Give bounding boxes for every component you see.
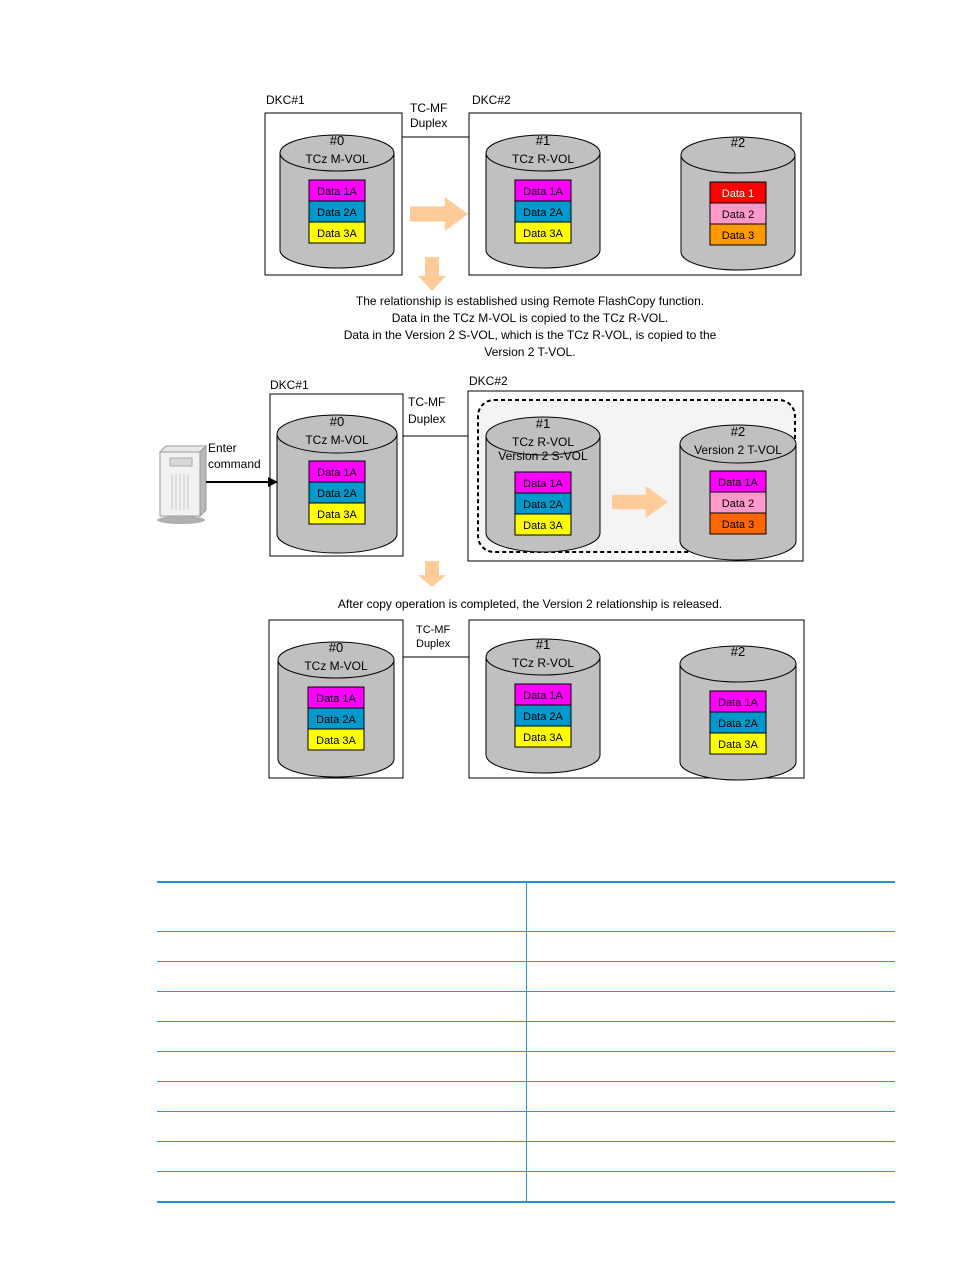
volume-name: TCz R-VOL (511, 152, 575, 166)
data-block-label: Data 3A (317, 509, 357, 521)
table-header-row (157, 882, 895, 932)
dkc-label: DKC#1 (266, 93, 305, 107)
data-block-label: Data 3A (317, 228, 357, 240)
data-block-label: Data 1A (718, 477, 758, 489)
data-block-label: Data 3 (721, 519, 755, 531)
dkc-label: DKC#2 (472, 93, 511, 107)
volume-number: #0 (329, 133, 345, 148)
table-cell (157, 1172, 527, 1203)
data-block-label: Data 2A (317, 488, 357, 500)
table-header-cell (527, 882, 896, 932)
data-block-label: Data 1A (523, 690, 563, 702)
volume-number: #1 (535, 133, 551, 148)
link-label: TC-MF (416, 624, 451, 636)
caption-line: Version 2 T-VOL. (484, 345, 576, 359)
volume-name: Version 2 S-VOL (498, 449, 588, 463)
table-row (157, 1052, 895, 1082)
caption-line: Data in the TCz M-VOL is copied to the TCz R-VOL. (391, 311, 669, 325)
table-cell (157, 932, 527, 962)
link-label: TC-MF (410, 101, 448, 115)
volume-name: TCz M-VOL (305, 433, 369, 447)
table-cell (527, 932, 896, 962)
data-block-label: Data 2A (316, 714, 356, 726)
volume-number: #2 (730, 644, 746, 659)
volume-cylinder (280, 133, 394, 268)
data-block-label: Data 3A (718, 739, 758, 751)
copy-arrow (410, 197, 468, 231)
server-label: command (208, 457, 261, 471)
data-block-label: Data 2A (523, 207, 563, 219)
volume-number: #0 (328, 640, 344, 655)
data-block-label: Data 3A (523, 520, 563, 532)
server-side (200, 446, 206, 516)
data-block-label: Data 2A (718, 718, 758, 730)
table-cell (527, 1082, 896, 1112)
step-arrow (418, 561, 446, 587)
volume-number: #2 (730, 424, 746, 439)
table-cell (157, 992, 527, 1022)
data-block-label: Data 3A (316, 735, 356, 747)
table-cell (157, 962, 527, 992)
table-cell (527, 962, 896, 992)
table-cell (527, 1142, 896, 1172)
data-block-label: Data 2A (523, 711, 563, 723)
table-cell (527, 1112, 896, 1142)
table-row (157, 1022, 895, 1052)
data-block-label: Data 1A (718, 697, 758, 709)
table-row (157, 992, 895, 1022)
link-label: Duplex (408, 412, 446, 426)
server-icon (157, 446, 206, 524)
link-label: Duplex (410, 116, 448, 130)
table-row (157, 1112, 895, 1142)
table-cell (157, 1052, 527, 1082)
caption-line: After copy operation is completed, the Version 2 relationship is released. (337, 597, 723, 611)
caption-line: The relationship is established using Remote FlashCopy function. (355, 294, 705, 308)
server-shadow (157, 516, 205, 524)
volume-cylinder (486, 637, 600, 773)
dkc-label: DKC#2 (469, 374, 508, 388)
table-row (157, 962, 895, 992)
volume-cylinder (486, 416, 600, 552)
table-cell (527, 1172, 896, 1203)
caption-step1 (230, 293, 830, 361)
table-cell (527, 1052, 896, 1082)
table-row (157, 1082, 895, 1112)
volume-cylinder (486, 133, 600, 268)
caption-line: Data in the Version 2 S-VOL, which is the TCz R-VOL, is copied to the (343, 328, 717, 342)
table-cell (157, 1112, 527, 1142)
caption-step2 (230, 596, 830, 613)
table-row (157, 1172, 895, 1203)
data-block-label: Data 1 (721, 188, 755, 200)
data-block-label: Data 2 (721, 498, 755, 510)
volume-cylinder (277, 414, 397, 553)
data-block-label: Data 2A (523, 499, 563, 511)
link-label: TC-MF (408, 395, 446, 409)
volume-cylinder (278, 640, 394, 777)
data-block-label: Data 1A (317, 467, 357, 479)
data-block-label: Data 1A (317, 186, 357, 198)
data-block-label: Data 1A (316, 693, 356, 705)
table-header-cell (157, 882, 527, 932)
volume-name: TCz R-VOL (511, 435, 575, 449)
server-top (160, 446, 206, 452)
volume-name: TCz M-VOL (304, 659, 368, 673)
volume-number: #1 (535, 637, 551, 652)
table-row (157, 1142, 895, 1172)
empty-table (157, 881, 895, 1203)
volume-name: Version 2 T-VOL (694, 443, 782, 457)
data-block-label: Data 3A (523, 732, 563, 744)
step-arrow (418, 257, 446, 291)
table-cell (157, 1082, 527, 1112)
data-block-label: Data 2 (721, 209, 755, 221)
data-block-label: Data 3A (523, 228, 563, 240)
link-label: Duplex (416, 638, 451, 650)
data-block-label: Data 3 (721, 230, 755, 242)
data-block-label: Data 1A (523, 186, 563, 198)
volume-cylinder (680, 424, 796, 560)
volume-cylinder (681, 135, 795, 270)
table-cell (527, 1022, 896, 1052)
data-block-label: Data 1A (523, 478, 563, 490)
dkc-label: DKC#1 (270, 378, 309, 392)
data-block-label: Data 2A (317, 207, 357, 219)
table-cell (157, 1142, 527, 1172)
table-row (157, 932, 895, 962)
server-label: Enter (208, 441, 237, 455)
volume-name: TCz R-VOL (511, 656, 575, 670)
volume-number: #1 (535, 416, 551, 431)
volume-number: #2 (730, 135, 746, 150)
volume-number: #0 (329, 414, 345, 429)
table-cell (157, 1022, 527, 1052)
server-panel (170, 458, 192, 466)
table-cell (527, 992, 896, 1022)
volume-name: TCz M-VOL (305, 152, 369, 166)
volume-cylinder (680, 644, 796, 780)
